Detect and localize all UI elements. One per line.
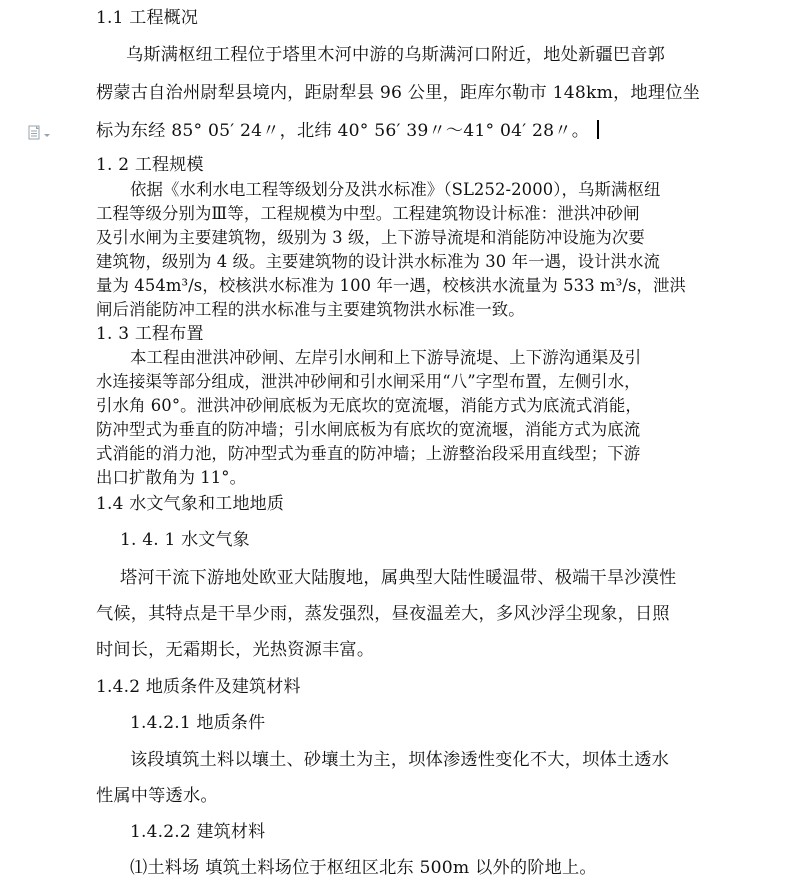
document-note-icon[interactable] (28, 125, 54, 141)
paragraph-line: 工程等级分别为Ⅲ等，工程规模为中型。工程建筑物设计标准：泄洪冲砂闸 (96, 204, 640, 223)
paragraph-line: 性属中等透水。 (96, 786, 218, 806)
section-heading-1-2: 1. 2 工程规模 (96, 155, 204, 175)
paragraph-line: 式消能的消力池，防冲型式为垂直的防冲墙；上游整治段采用直线型；下游 (96, 444, 641, 463)
paragraph-line: 塔河干流下游地处欧亚大陆腹地，属典型大陆性暖温带、极端干旱沙漠性 (120, 568, 677, 588)
paragraph-line: 防冲型式为垂直的防冲墙；引水闸底板为有底坎的宽流堰，消能方式为底流 (96, 420, 641, 439)
paragraph-line: 建筑物，级别为 4 级。主要建筑物的设计洪水标准为 30 年一遇，设计洪水流 (96, 252, 661, 271)
paragraph-line-with-cursor (96, 120, 599, 141)
paragraph-line: 水连接渠等部分组成，泄洪冲砂闸和引水闸采用“八”字型布置，左侧引水， (96, 372, 641, 391)
section-heading-1-4: 1.4 水文气象和工地地质 (96, 494, 285, 514)
paragraph-line: 该段填筑土料以壤土、砂壤土为主，坝体渗透性变化不大，坝体土透水 (130, 750, 670, 770)
section-heading-1-4-2-2: 1.4.2.2 建筑材料 (130, 822, 266, 842)
section-heading-1-3: 1. 3 工程布置 (96, 324, 204, 344)
section-heading-1-4-1: 1. 4. 1 水文气象 (120, 530, 250, 550)
paragraph-line: 时间长，无霜期长，光热资源丰富。 (96, 640, 375, 660)
paragraph-line: 乌斯满枢纽工程位于塔里木河中游的乌斯满河口附近，地处新疆巴音郭 (126, 45, 666, 65)
paragraph-line: 气候，其特点是干旱少雨，蒸发强烈，昼夜温差大，多风沙浮尘现象，日照 (96, 604, 670, 624)
paragraph-line: 本工程由泄洪冲砂闸、左岸引水闸和上下游导流堤、上下游沟通渠及引 (130, 348, 642, 367)
paragraph-line: 量为 454m³/s，校核洪水标准为 100 年一遇，校核洪水流量为 533 m³/s，泄洪 (96, 276, 686, 295)
paragraph-line: 引水角 60°。泄洪冲砂闸底板为无底坎的宽流堰，消能方式为底流式消能， (96, 396, 642, 415)
paragraph-line: 楞蒙古自治州尉犁县境内，距尉犁县 96 公里，距库尔勒市 148km，地理位坐 (96, 83, 701, 103)
section-heading-1-4-2-1: 1.4.2.1 地质条件 (130, 713, 266, 733)
section-heading-1-1: 1.1 工程概况 (96, 8, 199, 28)
paragraph-line: ⑴土料场 填筑土料场位于枢纽区北东 500m 以外的阶地上。 (130, 858, 597, 878)
paragraph-line: 及引水闸为主要建筑物，级别为 3 级，上下游导流堤和消能防冲设施为次要 (96, 228, 645, 247)
paragraph-line: 标为东经 85° 05′ 24〃，北纬 40° 56′ 39〃～41° 04′ 28〃。 (96, 121, 590, 141)
text-cursor (597, 120, 599, 139)
paragraph-line: 闸后消能防冲工程的洪水标准与主要建筑物洪水标准一致。 (96, 300, 525, 319)
section-heading-1-4-2: 1.4.2 地质条件及建筑材料 (96, 677, 301, 697)
paragraph-line: 出口扩散角为 11°。 (96, 468, 247, 487)
paragraph-line: 依据《水利水电工程等级划分及洪水标准》（SL252-2000），乌斯满枢纽 (130, 180, 661, 199)
